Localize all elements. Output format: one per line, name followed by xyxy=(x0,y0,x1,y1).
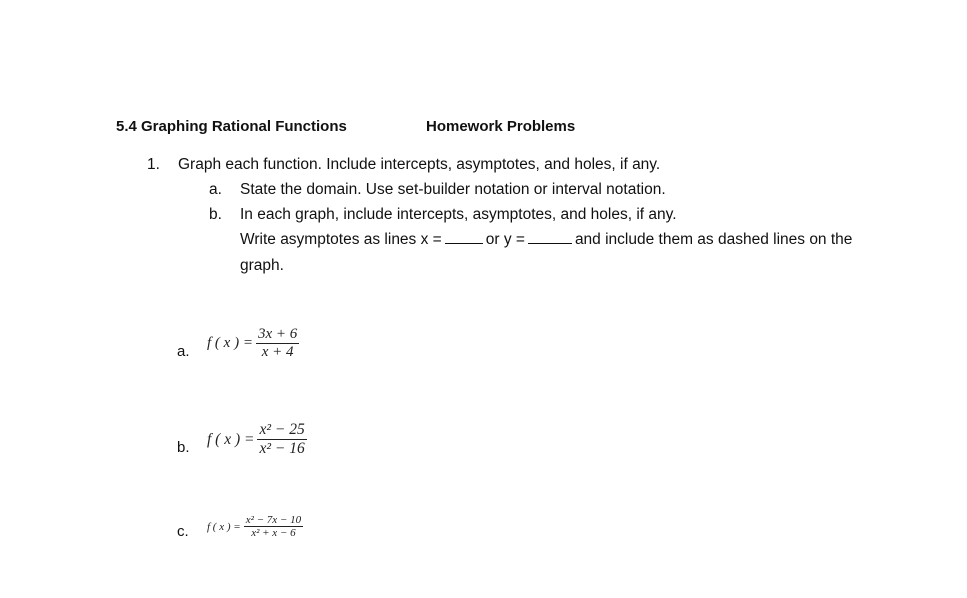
problem-c-numerator: x² − 7x − 10 xyxy=(245,514,302,526)
question-text: Graph each function. Include intercepts, asymptotes, and holes, if any. xyxy=(178,156,661,173)
problem-b-equation xyxy=(207,421,307,458)
problem-a-lhs: f ( x ) = xyxy=(207,335,253,351)
problem-label-b: b. xyxy=(177,439,190,456)
problem-c-lhs: f ( x ) = xyxy=(207,520,241,533)
problem-b-lhs: f ( x ) = xyxy=(207,430,255,448)
asymptote-note xyxy=(240,231,852,249)
problem-a-fraction xyxy=(256,326,299,361)
problem-b-denominator: x² − 16 xyxy=(259,440,305,457)
problem-c-fraction xyxy=(244,514,303,539)
asymptote-note-part2: or y = xyxy=(485,231,525,248)
asymptote-note-continued: graph. xyxy=(240,257,284,274)
page-subtitle: Homework Problems xyxy=(426,118,576,135)
answer-blank-x xyxy=(445,242,483,244)
problem-c-equation xyxy=(207,514,303,539)
problem-b-fraction xyxy=(257,421,306,458)
problem-label-c: c. xyxy=(177,523,189,540)
sub-item-marker-b: b. xyxy=(209,206,222,223)
problem-c-denominator: x² + x − 6 xyxy=(251,527,296,539)
problem-a-denominator: x + 4 xyxy=(261,344,294,360)
problem-a-numerator: 3x + 6 xyxy=(257,326,298,342)
question-number: 1. xyxy=(147,156,160,173)
problem-b-numerator: x² − 25 xyxy=(259,421,305,438)
asymptote-note-part1: Write asymptotes as lines x = xyxy=(240,231,442,248)
answer-blank-y xyxy=(528,242,572,244)
sub-item-marker-a: a. xyxy=(209,181,222,198)
sub-item-text-a: State the domain. Use set-builder notation or interval notation. xyxy=(240,181,666,198)
problem-label-a: a. xyxy=(177,343,190,360)
section-title: 5.4 Graphing Rational Functions xyxy=(116,118,347,135)
sub-item-text-b: In each graph, include intercepts, asymptotes, and holes, if any. xyxy=(240,206,677,223)
problem-a-equation xyxy=(207,326,299,361)
asymptote-note-part3: and include them as dashed lines on the xyxy=(574,231,853,248)
